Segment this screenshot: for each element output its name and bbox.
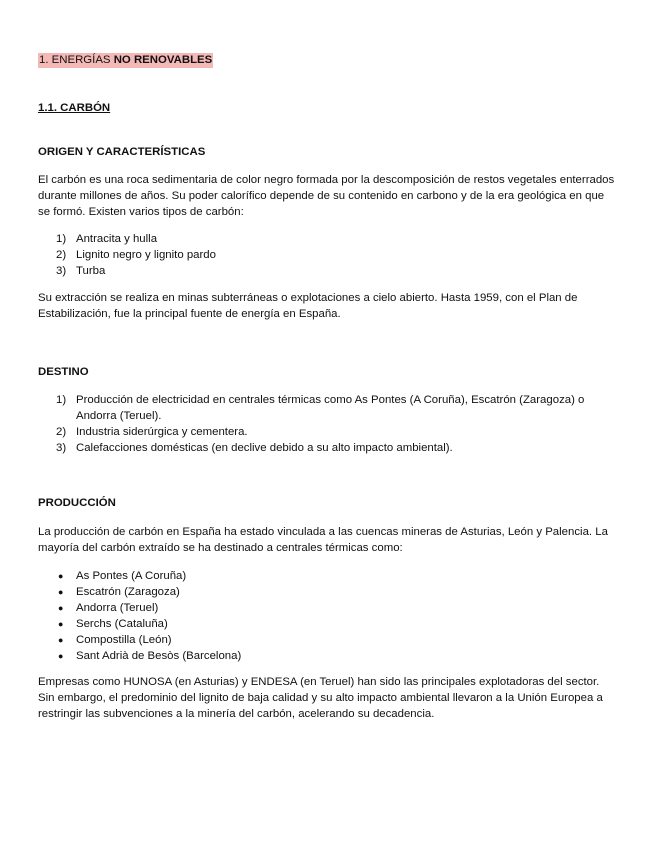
bullet-icon: ● xyxy=(58,651,64,661)
list-item xyxy=(38,424,618,440)
list-text: Industria siderúrgica y cementera. xyxy=(76,426,248,438)
closing-paragraph: Empresas como HUNOSA (en Asturias) y ENDESA (en Teruel) han sido las principales explotadoras del sector. Sin embargo, el predominio del lignito de baja calidad y su alto impacto ambiental llevaron a la Unión Europea a restringir las subvenciones a la minería del carbón, acelerando su decadencia. xyxy=(38,676,603,720)
section-title-produccion: PRODUCCIÓN xyxy=(38,497,116,509)
extraction-paragraph: Su extracción se realiza en minas subterráneas o explotaciones a cielo abierto. Hasta 1959, con el Plan de Estabilización, fue la principal fuente de energía en España. xyxy=(38,292,578,320)
heading-highlight xyxy=(38,53,213,68)
origen-paragraph: El carbón es una roca sedimentaria de color negro formada por la descomposición de restos vegetales enterrados durante millones de años. Su poder calorífico depende de su contenido en carbono y de la era geológica en que se formó. Existen varios tipos de carbón: xyxy=(38,174,615,218)
list-item xyxy=(38,440,618,456)
produccion-paragraph: La producción de carbón en España ha estado vinculada a las cuencas mineras de Asturias, León y Palencia. La mayoría del carbón extraído se ha destinado a centrales térmicas como: xyxy=(38,526,608,554)
bullet-icon: ● xyxy=(58,587,64,597)
list-number: 1) xyxy=(56,394,67,406)
list-text: Calefacciones domésticas (en declive debido a su alto impacto ambiental). xyxy=(76,442,453,454)
list-text: Lignito negro y lignito pardo xyxy=(76,249,216,261)
bullet-icon: ● xyxy=(58,571,64,581)
list-text: Turba xyxy=(76,265,106,277)
section-title-origen: ORIGEN Y CARACTERÍSTICAS xyxy=(38,146,206,158)
list-number: 2) xyxy=(56,426,67,438)
heading-prefix: 1. ENERGÍAS xyxy=(39,54,114,66)
list-number: 1) xyxy=(56,233,67,245)
plants-list xyxy=(38,568,618,664)
list-text: Serchs (Cataluña) xyxy=(76,618,168,630)
list-text: As Pontes (A Coruña) xyxy=(76,570,187,582)
section-title-destino: DESTINO xyxy=(38,366,89,378)
list-number: 2) xyxy=(56,249,67,261)
list-item xyxy=(38,648,618,664)
list-text: Andorra (Teruel) xyxy=(76,602,159,614)
list-item xyxy=(38,231,618,247)
bullet-icon: ● xyxy=(58,619,64,629)
main-heading xyxy=(38,52,618,68)
list-item xyxy=(38,263,618,279)
list-item xyxy=(38,392,618,424)
list-item xyxy=(38,632,618,648)
types-list xyxy=(38,231,618,279)
list-text: Antracita y hulla xyxy=(76,233,158,245)
list-number: 3) xyxy=(56,442,67,454)
destino-list xyxy=(38,392,618,456)
list-item xyxy=(38,568,618,584)
list-item xyxy=(38,247,618,263)
subheading-carbon: 1.1. CARBÓN xyxy=(38,102,111,114)
list-number: 3) xyxy=(56,265,67,277)
list-text: Escatrón (Zaragoza) xyxy=(76,586,180,598)
list-text: Compostilla (León) xyxy=(76,634,172,646)
list-item xyxy=(38,600,618,616)
heading-bold: NO RENOVABLES xyxy=(113,54,213,66)
bullet-icon: ● xyxy=(58,635,64,645)
list-item xyxy=(38,616,618,632)
list-text: Sant Adrià de Besòs (Barcelona) xyxy=(76,650,242,662)
list-text: Producción de electricidad en centrales térmicas como As Pontes (A Coruña), Escatrón (Zaragoza) o Andorra (Teruel). xyxy=(76,394,585,422)
list-item xyxy=(38,584,618,600)
bullet-icon: ● xyxy=(58,603,64,613)
